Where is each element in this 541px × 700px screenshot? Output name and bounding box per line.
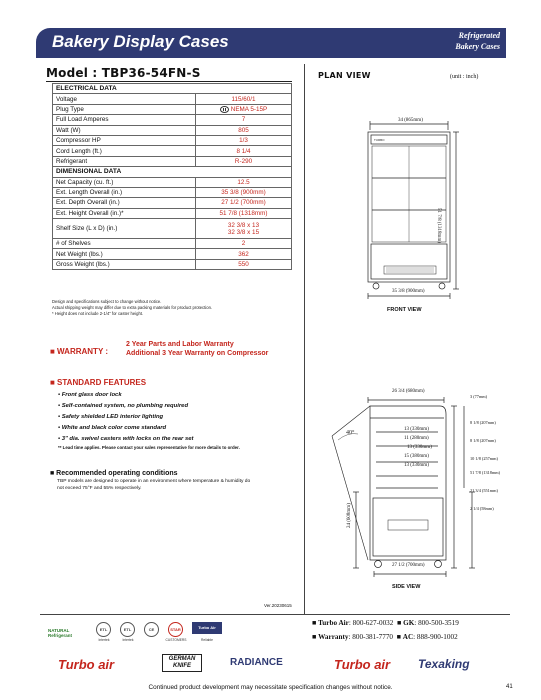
- star-customers-logo: STAR CUSTOMERS: [168, 622, 183, 637]
- german-knife-logo: GERMAN KNIFE: [162, 654, 202, 672]
- spec-notes: Design and specifications subject to change without notice. Actual shipping weight may differ due to extra packing materials for product protection. * Height does not include 2-1/4" for caster height.: [52, 299, 213, 316]
- brand-logos: [44, 650, 514, 678]
- etl-sanitation-logo: ETL Intertek: [120, 622, 135, 637]
- door-angle-label: 40°: [346, 430, 355, 436]
- lead-time-note: ** Lead time applies. Please contact your sales representative for more details to order.: [58, 445, 240, 450]
- page-title: Bakery Display Cases: [52, 32, 229, 51]
- side-view-label: SIDE VIEW: [392, 584, 421, 590]
- table-row: Full Load Amperes 7: [53, 115, 292, 125]
- unit-label: (unit : inch): [450, 74, 479, 80]
- list-item: • Self-contained system, no plumbing required: [58, 403, 189, 409]
- list-item: • White and black color come standard: [58, 425, 167, 431]
- page-number: 41: [506, 684, 513, 690]
- table-row: Plug Type NEMA 5-15P: [53, 104, 292, 114]
- electrical-title: ELECTRICAL DATA: [53, 84, 292, 94]
- table-row: Compressor HP 1/3: [53, 135, 292, 145]
- page-header: [36, 28, 506, 58]
- warranty-line1: 2 Year Parts and Labor Warranty: [126, 341, 234, 348]
- side-right-dims: 3 (77mm) 8 1/8 (207mm) 8 1/8 (207mm) 10 1/8 (257mm) 51 7/8 (1318mm) 21 3/4 (551mm) 2 1/4 (58mm): [470, 394, 501, 511]
- svg-text:TURBO: TURBO: [374, 138, 385, 142]
- turbo-air-logo: Turbo air: [58, 657, 115, 672]
- divider: [46, 81, 292, 82]
- vertical-divider: [304, 64, 305, 614]
- contact-info: ■ Turbo Air: 800-627-0032 ■ GK: 800-500-3519 ■ Warranty: 800-381-7770 ■ AC: 888-900-1002: [312, 619, 459, 641]
- ce-logo: CE: [144, 622, 159, 637]
- turbo-air-logo-2: Turbo air: [334, 657, 391, 672]
- side-top-dim: 26 3/4 (680mm): [392, 389, 425, 394]
- warranty-line2: Additional 3 Year Warranty on Compressor: [126, 349, 269, 357]
- version-label: Ver.20230615: [264, 603, 292, 608]
- list-item: • Front glass door lock: [58, 392, 122, 398]
- table-row: Net Capacity (cu. ft.) 12.5: [53, 177, 292, 187]
- spec-table: [52, 83, 292, 270]
- plan-view-title: PLAN VIEW: [318, 71, 371, 80]
- list-item: • Safety shielded LED interior lighting: [58, 414, 164, 420]
- warranty-label: ■ WARRANTY :: [50, 347, 109, 356]
- front-view-label: FRONT VIEW: [387, 307, 422, 313]
- side-left-dim: 24 (608mm): [347, 503, 352, 528]
- standard-features-list: [58, 392, 308, 447]
- front-width-dim: 34 (865mm): [398, 118, 423, 123]
- standard-features-title: ■ STANDARD FEATURES: [50, 378, 147, 387]
- table-row: Refrigerant R-290: [53, 156, 292, 166]
- footer-disclaimer: Continued product development may necessitate specification changes without notice.: [148, 684, 393, 691]
- header-category: [455, 30, 500, 52]
- radiance-logo: RADIANCE: [230, 657, 283, 668]
- natural-refrigerant-logo: NATURAL Refrigerant: [48, 628, 73, 638]
- table-row: Ext. Height Overall (in.)* 51 7/8 (1318mm): [53, 208, 292, 218]
- dimensional-title: DIMENSIONAL DATA: [53, 167, 292, 177]
- table-row: # of Shelves 2: [53, 239, 292, 249]
- table-row: Cord Length (ft.) 8 1/4: [53, 146, 292, 156]
- certification-logos: [48, 620, 306, 644]
- front-view-drawing: [360, 118, 470, 303]
- header-category-line1: Refrigerated: [458, 31, 500, 40]
- plug-icon: [220, 106, 229, 113]
- side-shelf-dims: 13 (330mm) 11 (280mm) 13 (330mm) 15 (380mm) 13 (330mm): [404, 427, 432, 468]
- footer-divider: [40, 614, 510, 615]
- phone-icon: ■: [312, 619, 319, 627]
- texaking-logo: Texaking: [418, 657, 470, 671]
- side-bottom-dim: 27 1/2 (700mm): [392, 563, 425, 568]
- list-item: • 3" dia. swivel casters with locks on the rear set: [58, 436, 194, 442]
- table-row: Net Weight (lbs.) 362: [53, 249, 292, 259]
- table-row: Ext. Depth Overall (in.) 27 1/2 (700mm): [53, 198, 292, 208]
- table-row: Watt (W) 805: [53, 125, 292, 135]
- table-row: Shelf Size (L x D) (in.) 32 3/8 x 13 32 3/8 x 15: [53, 219, 292, 239]
- header-category-line2: Bakery Cases: [455, 42, 500, 51]
- table-row: Gross Weight (lbs.) 550: [53, 259, 292, 269]
- front-total-dim: 35 3/8 (900mm): [392, 289, 425, 294]
- operating-conditions-text: TBP models are designed to operate in an environment where temperature & humidity do not exceed 75°F and 55% respectively.: [57, 479, 251, 491]
- etl-logo: ETL Intertek: [96, 622, 111, 637]
- operating-conditions-title: ■ Recommended operating conditions: [50, 470, 178, 477]
- front-height-dim: 51 7/8 (1318mm): [436, 208, 441, 243]
- table-row: Ext. Length Overall (in.) 35 3/8 (900mm): [53, 187, 292, 197]
- table-row: Voltage 115/60/1: [53, 94, 292, 104]
- reliable-logo: Turbo Air Reliable: [192, 622, 222, 634]
- model-number: Model : TBP36-54FN-S: [46, 66, 201, 80]
